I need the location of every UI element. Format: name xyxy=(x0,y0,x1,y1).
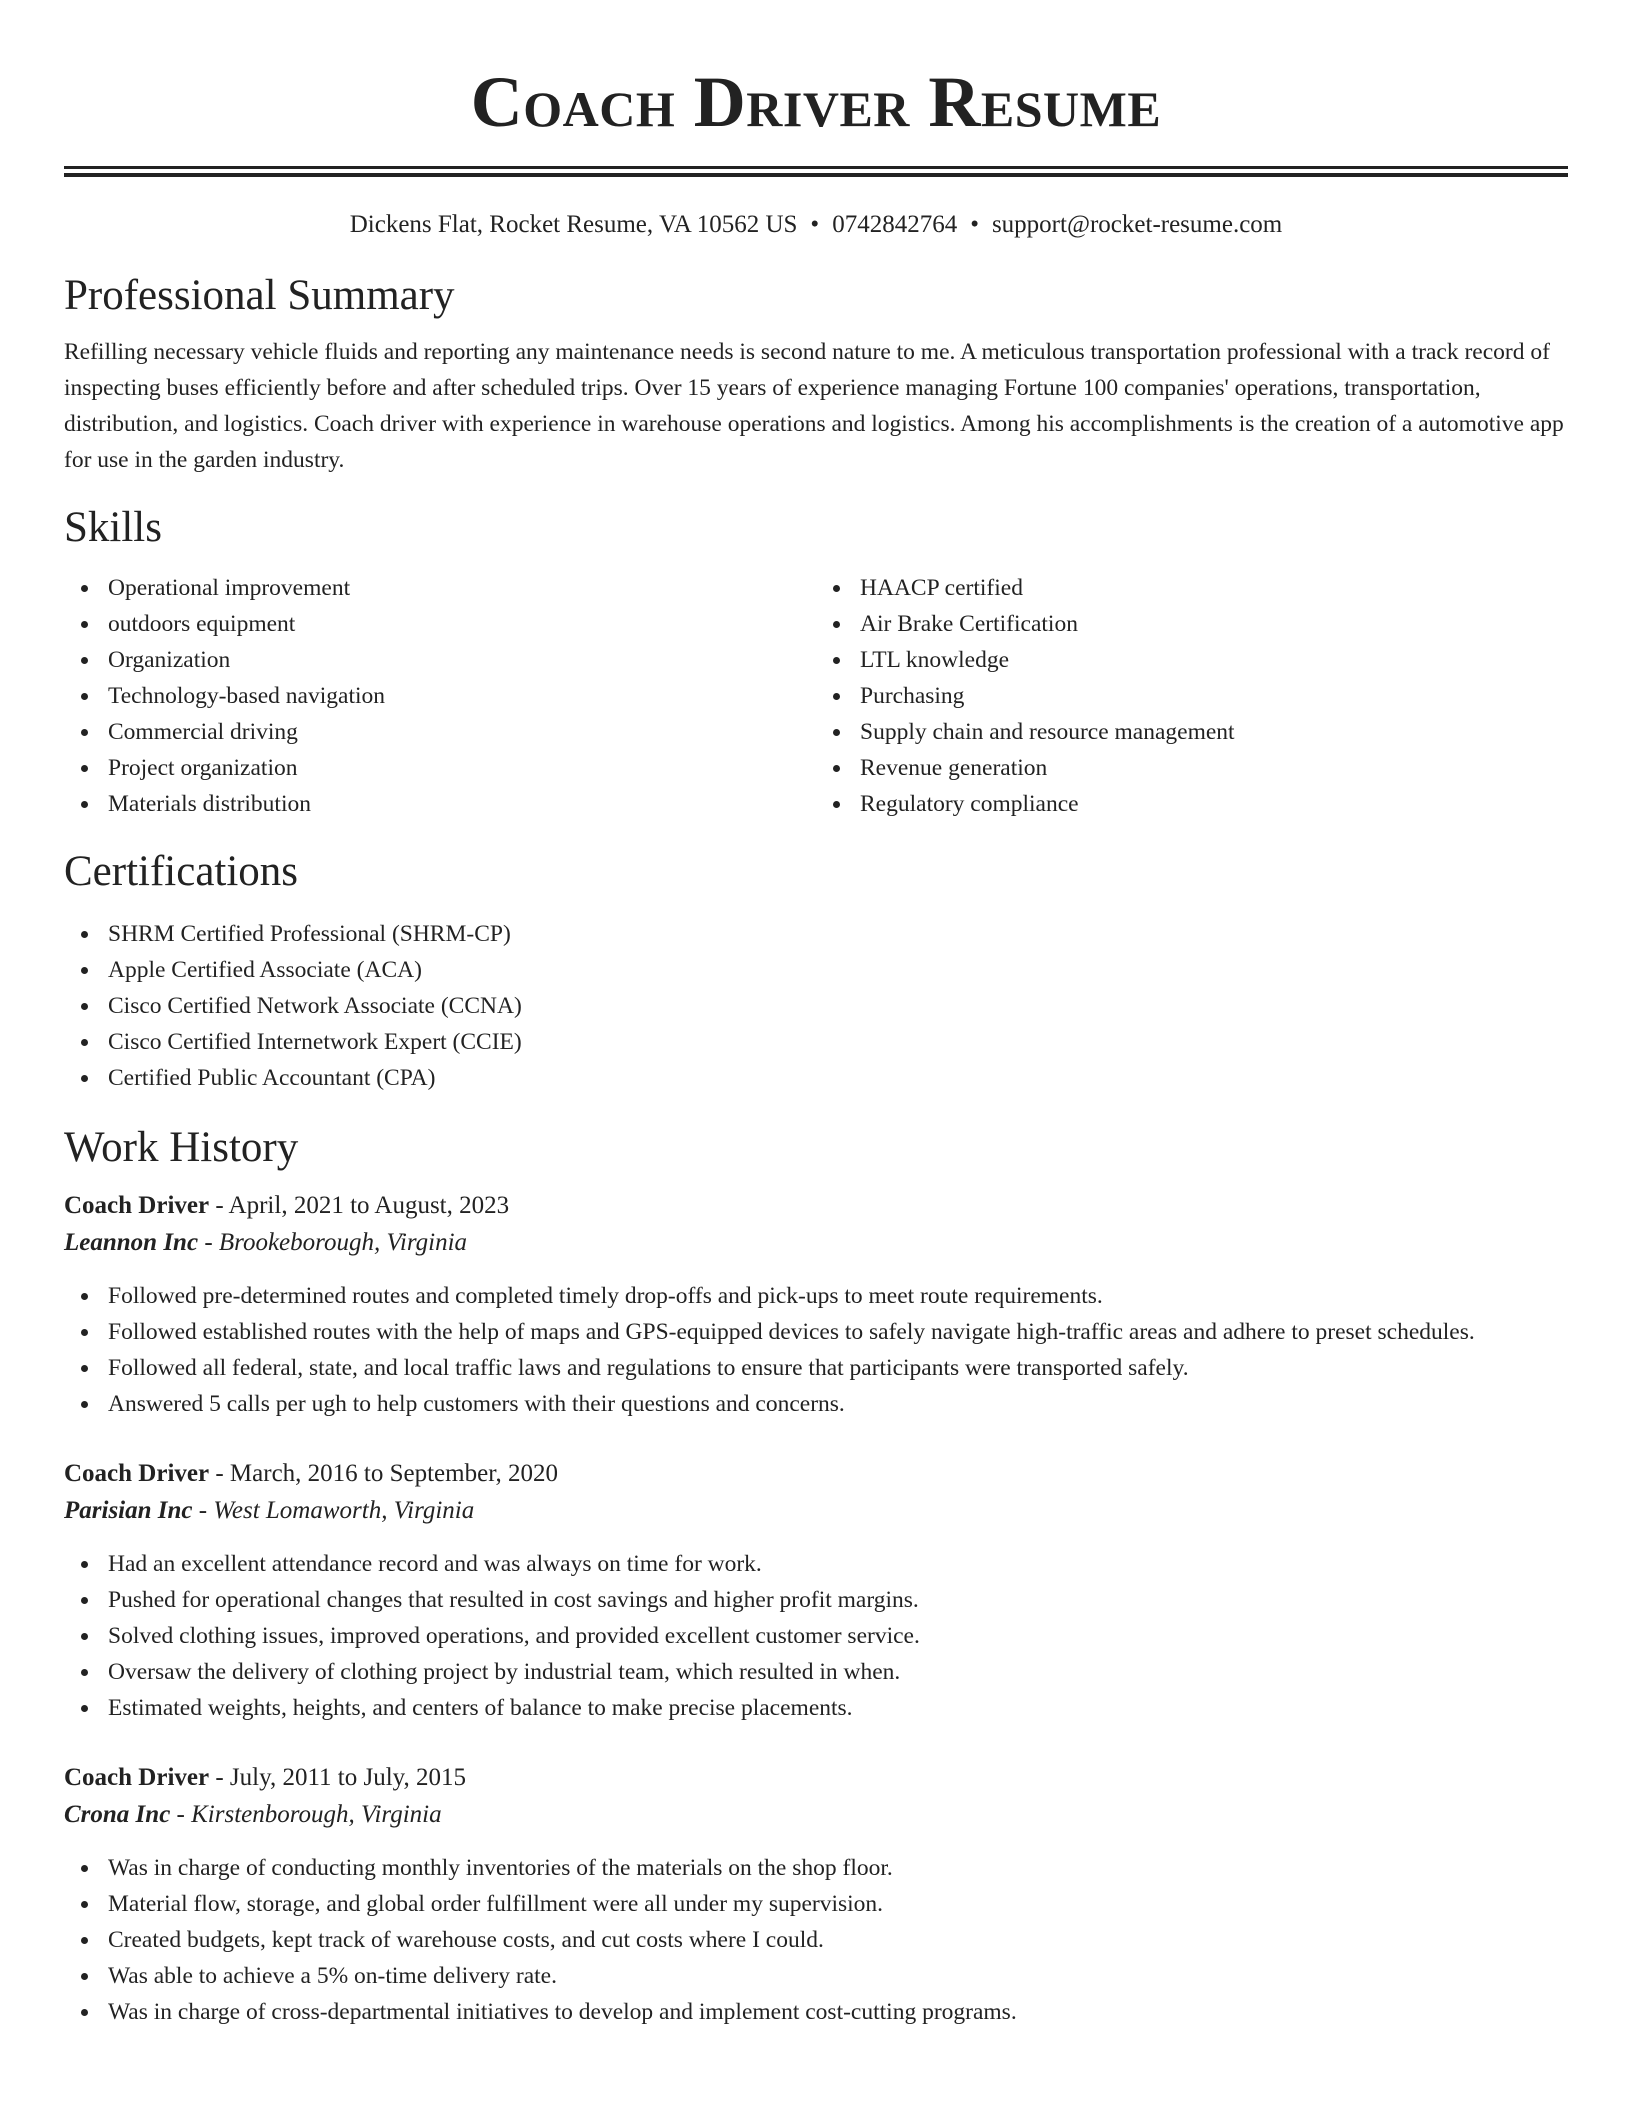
job-bullet: Was in charge of cross-departmental initiatives to develop and implement cost-cutting programs. xyxy=(108,1994,1568,2030)
job-dates: April, 2021 to August, 2023 xyxy=(228,1192,510,1219)
job-bullet: Answered 5 calls per ugh to help customers with their questions and concerns. xyxy=(108,1386,1568,1422)
contact-address: Dickens Flat, Rocket Resume, VA 10562 US xyxy=(349,211,798,238)
job-location: Brookeborough, Virginia xyxy=(218,1229,468,1256)
certification-item: Cisco Certified Internetwork Expert (CCIE) xyxy=(108,1024,1568,1060)
skill-item: Organization xyxy=(108,642,816,678)
certifications-heading: Certifications xyxy=(64,848,299,895)
job-bullet: Oversaw the delivery of clothing project by industrial team, which resulted in when. xyxy=(108,1654,1568,1690)
job-company: Leannon Inc xyxy=(64,1229,199,1256)
resume-title: Coach Driver Resume xyxy=(470,62,1162,142)
job-bullets xyxy=(64,1850,1568,2030)
job-bullet: Pushed for operational changes that resulted in cost savings and higher profit margins. xyxy=(108,1582,1568,1618)
job-title: Coach Driver xyxy=(64,1460,210,1487)
job-title-line: Coach Driver - July, 2011 to July, 2015 xyxy=(64,1764,467,1791)
job-title: Coach Driver xyxy=(64,1192,210,1219)
job-entry xyxy=(64,1760,1568,2030)
contact-line xyxy=(64,210,1568,240)
job-dates: March, 2016 to September, 2020 xyxy=(229,1460,559,1487)
job-bullet: Was in charge of conducting monthly inventories of the materials on the shop floor. xyxy=(108,1850,1568,1886)
job-company: Crona Inc xyxy=(64,1801,171,1828)
job-title-line: Coach Driver - March, 2016 to September, 2020 xyxy=(64,1460,559,1487)
job-bullets xyxy=(64,1546,1568,1726)
certifications-section xyxy=(64,846,1568,1096)
certification-item: Certified Public Accountant (CPA) xyxy=(108,1060,1568,1096)
skill-item: Revenue generation xyxy=(860,750,1568,786)
certification-item: SHRM Certified Professional (SHRM-CP) xyxy=(108,916,1568,952)
summary-section xyxy=(64,270,1568,478)
job-bullet: Created budgets, kept track of warehouse costs, and cut costs where I could. xyxy=(108,1922,1568,1958)
job-bullet: Had an excellent attendance record and was always on time for work. xyxy=(108,1546,1568,1582)
skill-item: Purchasing xyxy=(860,678,1568,714)
job-bullet: Estimated weights, heights, and centers of balance to make precise placements. xyxy=(108,1690,1568,1726)
skill-item: Regulatory compliance xyxy=(860,786,1568,822)
skill-item: Supply chain and resource management xyxy=(860,714,1568,750)
contact-separator: • xyxy=(810,211,820,238)
job-location: West Lomaworth, Virginia xyxy=(213,1497,475,1524)
certification-item: Apple Certified Associate (ACA) xyxy=(108,952,1568,988)
skills-list-left xyxy=(64,570,816,822)
skill-item: Air Brake Certification xyxy=(860,606,1568,642)
job-company-line: Crona Inc - Kirstenborough, Virginia xyxy=(64,1801,442,1828)
skill-item: Project organization xyxy=(108,750,816,786)
skills-list-right xyxy=(816,570,1568,822)
job-entry xyxy=(64,1188,1568,1422)
summary-text: Refilling necessary vehicle fluids and reporting any maintenance needs is second nature to me. A meticulous transportation professional with a track record of inspecting buses efficiently before and after scheduled trips. Over 15 years of experience managing Fortune 100 companies' operations, transportation, distribution, and logistics. Coach driver with experience in warehouse operations and logistics. Among his accomplishments is the creation of a automotive app for use in the garden industry. xyxy=(64,339,1564,473)
skill-item: Commercial driving xyxy=(108,714,816,750)
skill-item: Operational improvement xyxy=(108,570,816,606)
skills-heading: Skills xyxy=(64,504,162,551)
summary-heading: Professional Summary xyxy=(64,272,455,319)
job-bullets xyxy=(64,1278,1568,1422)
job-entry xyxy=(64,1456,1568,1726)
title-double-rule xyxy=(64,166,1568,177)
job-title: Coach Driver xyxy=(64,1764,210,1791)
job-dates: July, 2011 to July, 2015 xyxy=(229,1764,467,1791)
skill-item: Materials distribution xyxy=(108,786,816,822)
job-bullet: Followed established routes with the help of maps and GPS-equipped devices to safely navigate high-traffic areas and adhere to preset schedules. xyxy=(108,1314,1568,1350)
skills-columns xyxy=(64,570,1568,822)
contact-separator: • xyxy=(970,211,979,238)
certification-item: Cisco Certified Network Associate (CCNA) xyxy=(108,988,1568,1024)
contact-phone: 0742842764 xyxy=(832,211,958,238)
skill-item: HAACP certified xyxy=(860,570,1568,606)
job-bullet: Material flow, storage, and global order fulfillment were all under my supervision. xyxy=(108,1886,1568,1922)
job-bullet: Followed pre-determined routes and completed timely drop-offs and pick-ups to meet route requirements. xyxy=(108,1278,1568,1314)
work-history-section xyxy=(64,1122,1568,2030)
certifications-list xyxy=(64,916,1568,1096)
contact-email[interactable]: support@rocket-resume.com xyxy=(991,211,1283,238)
job-bullet: Followed all federal, state, and local traffic laws and regulations to ensure that participants were transported safely. xyxy=(108,1350,1568,1386)
job-bullet: Was able to achieve a 5% on-time delivery rate. xyxy=(108,1958,1568,1994)
job-location: Kirstenborough, Virginia xyxy=(191,1801,442,1828)
job-bullet: Solved clothing issues, improved operations, and provided excellent customer service. xyxy=(108,1618,1568,1654)
job-company-line: Leannon Inc - Brookeborough, Virginia xyxy=(64,1229,468,1256)
skills-section xyxy=(64,502,1568,822)
skill-item: LTL knowledge xyxy=(860,642,1568,678)
skill-item: Technology-based navigation xyxy=(108,678,816,714)
skill-item: outdoors equipment xyxy=(108,606,816,642)
job-company-line: Parisian Inc - West Lomaworth, Virginia xyxy=(64,1497,475,1524)
job-title-line: Coach Driver - April, 2021 to August, 2023 xyxy=(64,1192,510,1219)
job-company: Parisian Inc xyxy=(64,1497,193,1524)
work-history-heading: Work History xyxy=(64,1124,299,1171)
